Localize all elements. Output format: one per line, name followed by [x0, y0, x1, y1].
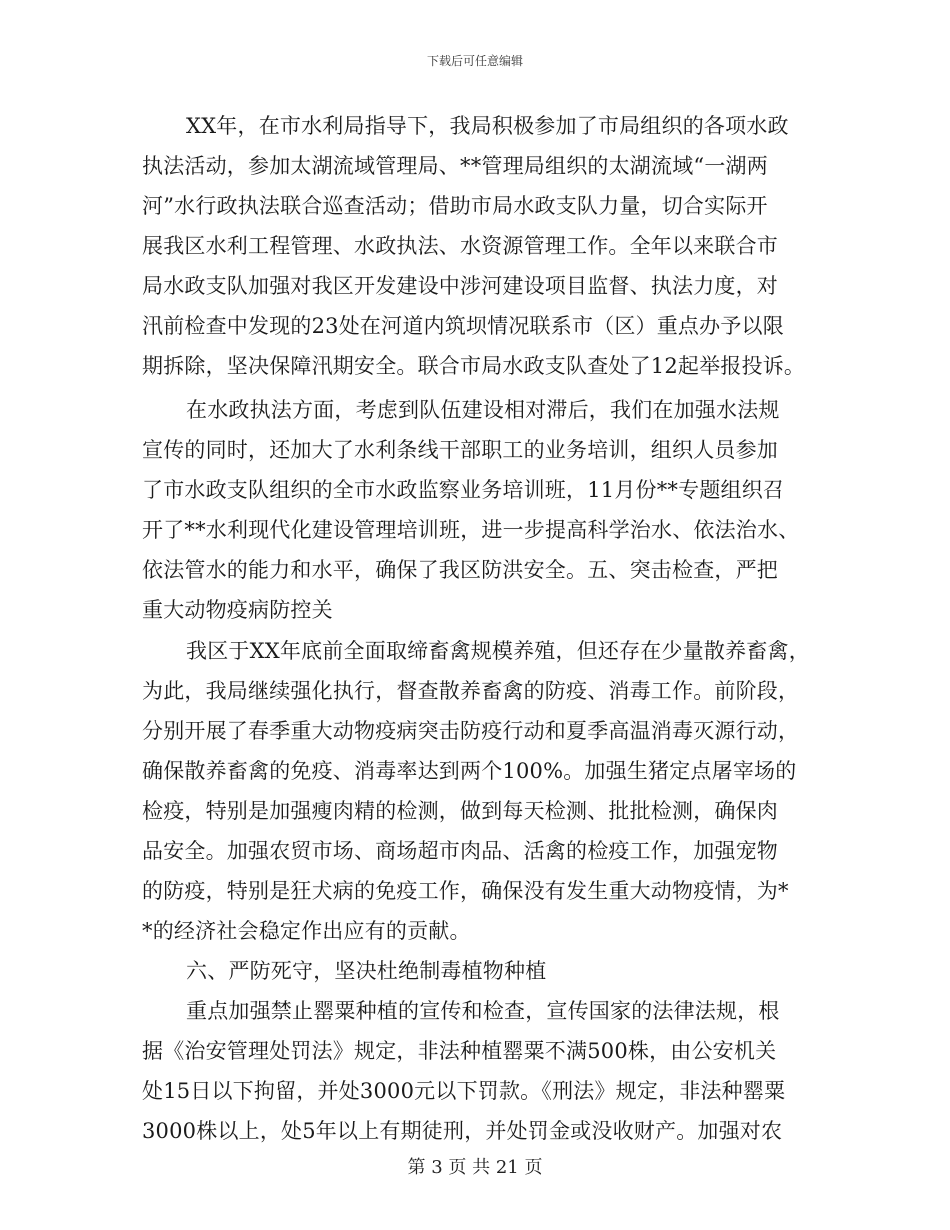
text-line: 3000株以上，处5年以上有期徒刑，并处罚金或没收财产。加强对农: [142, 1119, 783, 1143]
text-line: 分别开展了春季重大动物疫病突击防疫行动和夏季高温消毒灭源行动，: [142, 719, 800, 743]
text-line: 据《治安管理处罚法》规定，非法种植罂粟不满500株，由公安机关: [142, 1039, 777, 1063]
text-line: 为此，我局继续强化执行，督查散养畜禽的防疫、消毒工作。前阶段，: [142, 679, 800, 703]
text-line: 在水政执法方面，考虑到队伍建设相对滞后，我们在加强水法规: [186, 398, 780, 422]
text-line: 处15日以下拘留，并处3000元以下罚款。《刑法》规定，非法种罂粟: [142, 1079, 786, 1103]
text-line: 依法管水的能力和水平，确保了我区防洪安全。五、突击检查，严把: [142, 558, 778, 582]
text-line: 开了**水利现代化建设管理培训班，进一步提高科学治水、依法治水、: [142, 518, 800, 542]
text-line: 检疫，特别是加强瘦肉精的检测，做到每天检测、批批检测，确保肉: [142, 799, 778, 823]
text-line: 河”水行政执法联合巡查活动；借助市局水政支队力量，切合实际开: [142, 194, 768, 218]
text-line: 了市水政支队组织的全市水政监察业务培训班，11月份**专题组织召: [142, 478, 785, 502]
text-line: 汛前检查中发现的23处在河道内筑坝情况联系市（区）重点办予以限: [142, 314, 784, 338]
page-footer: 第 3 页 共 21 页: [407, 1157, 543, 1178]
section-heading: 六、严防死守，坚决杜绝制毒植物种植: [186, 959, 547, 983]
text-line: 我区于XX年底前全面取缔畜禽规模养殖，但还存在少量散养畜禽，: [186, 639, 810, 663]
text-line: 期拆除，坚决保障汛期安全。联合市局水政支队查处了12起举报投诉。: [142, 354, 806, 378]
text-line: XX年，在市水利局指导下，我局积极参加了市局组织的各项水政: [186, 114, 789, 138]
text-line: 重点加强禁止罂粟种植的宣传和检查，宣传国家的法律法规，根: [186, 999, 780, 1023]
page-header: 下载后可任意编辑: [426, 54, 523, 68]
text-line: 执法活动，参加太湖流域管理局、**管理局组织的太湖流域“一湖两: [142, 154, 768, 178]
text-line: 确保散养畜禽的免疫、消毒率达到两个100%。加强生猪定点屠宰场的: [142, 759, 797, 783]
text-line: 的防疫，特别是狂犬病的免疫工作，确保没有发生重大动物疫情，为*: [142, 879, 789, 903]
text-line: 局水政支队加强对我区开发建设中涉河建设项目监督、执法力度，对: [142, 274, 778, 298]
text-line: 展我区水利工程管理、水政执法、水资源管理工作。全年以来联合市: [142, 234, 778, 258]
text-line: 宣传的同时，还加大了水利条线干部职工的业务培训，组织人员参加: [142, 438, 778, 462]
text-line: *的经济社会稳定作出应有的贡献。: [142, 919, 471, 943]
text-line: 品安全。加强农贸市场、商场超市肉品、活禽的检疫工作，加强宠物: [142, 839, 778, 863]
text-line: 重大动物疫病防控关: [142, 598, 333, 622]
